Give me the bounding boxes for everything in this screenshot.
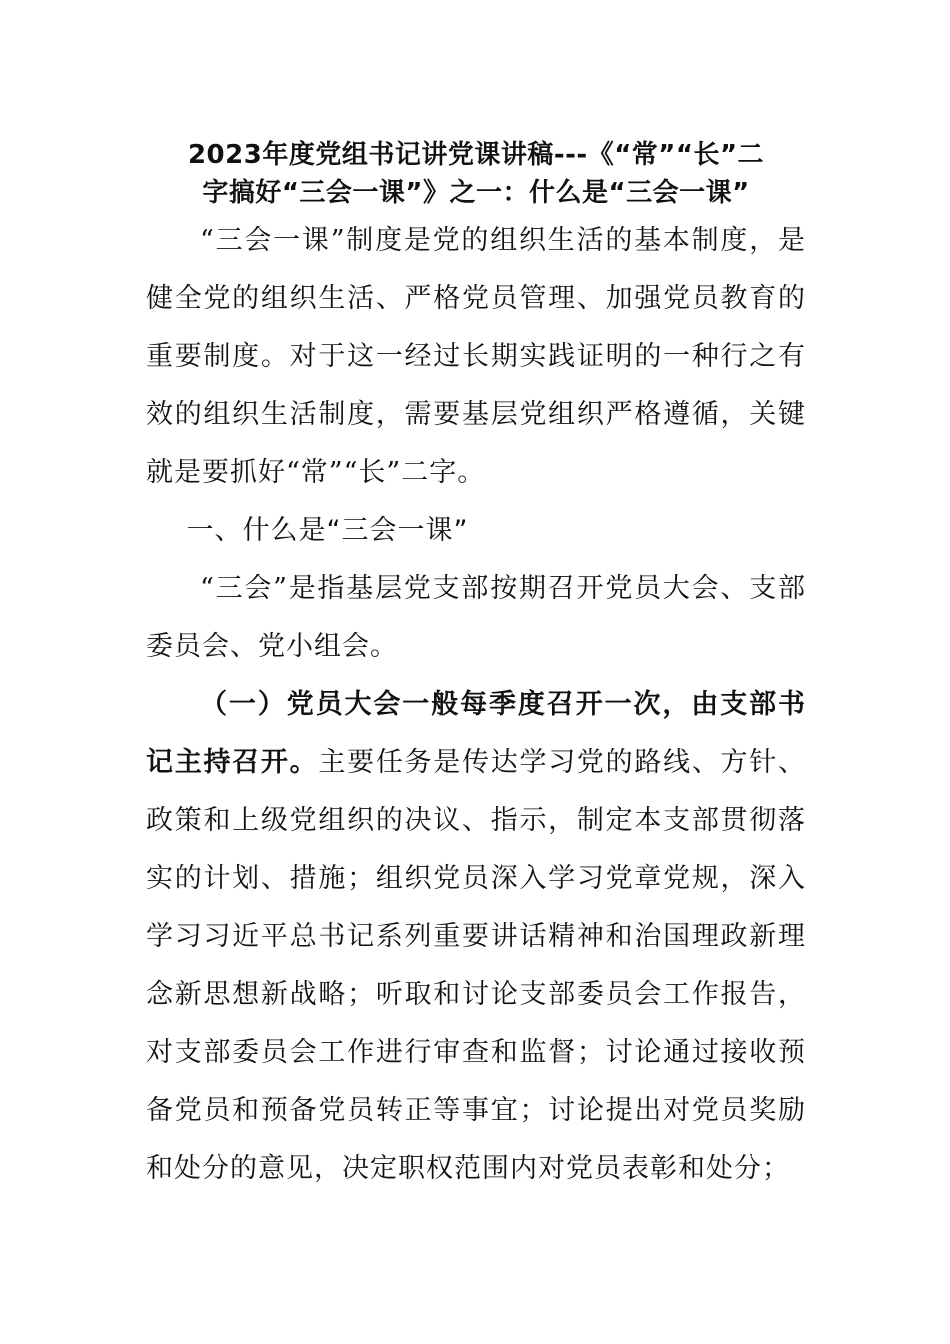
subsection-1-lead: （一）党员大会一般每季度召开一次，由支部书记主持召开。 [146,689,806,778]
document-title [146,136,806,212]
section-heading-1: 一、什么是“三会一课” [186,515,469,546]
document-body [146,136,806,1198]
intro-paragraph: “三会一课”制度是党的组织生活的基本制度，是健全党的组织生活、严格党员管理、加强党员教育的重要制度。对于这一经过长期实践证明的一种行之有效的组织生活制度，需要基层党组织严格遵循，关键就是要抓好“常”“长”二字。 [146,225,806,488]
title-line-1: 2023年度党组书记讲党课讲稿---《“常”“长”二 [187,140,765,170]
subsection-1-paragraph [146,676,806,1198]
subsection-1-text: 主要任务是传达学习党的路线、方针、政策和上级党组织的决议、指示，制定本支部贯彻落实的计划、措施；组织党员深入学习党章党规，深入学习习近平总书记系列重要讲话精神和治国理政新理念新思想新战略；听取和讨论支部委员会工作报告，对支部委员会工作进行审查和监督；讨论通过接收预备党员和预备党员转正等事宜；讨论提出对党员奖励和处分的意见，决定职权范围内对党员表彰和处分； [146,747,807,1184]
section-1-paragraph: “三会”是指基层党支部按期召开党员大会、支部委员会、党小组会。 [146,573,806,662]
title-line-2: 字搞好“三会一课”》之一：什么是“三会一课” [202,178,750,208]
